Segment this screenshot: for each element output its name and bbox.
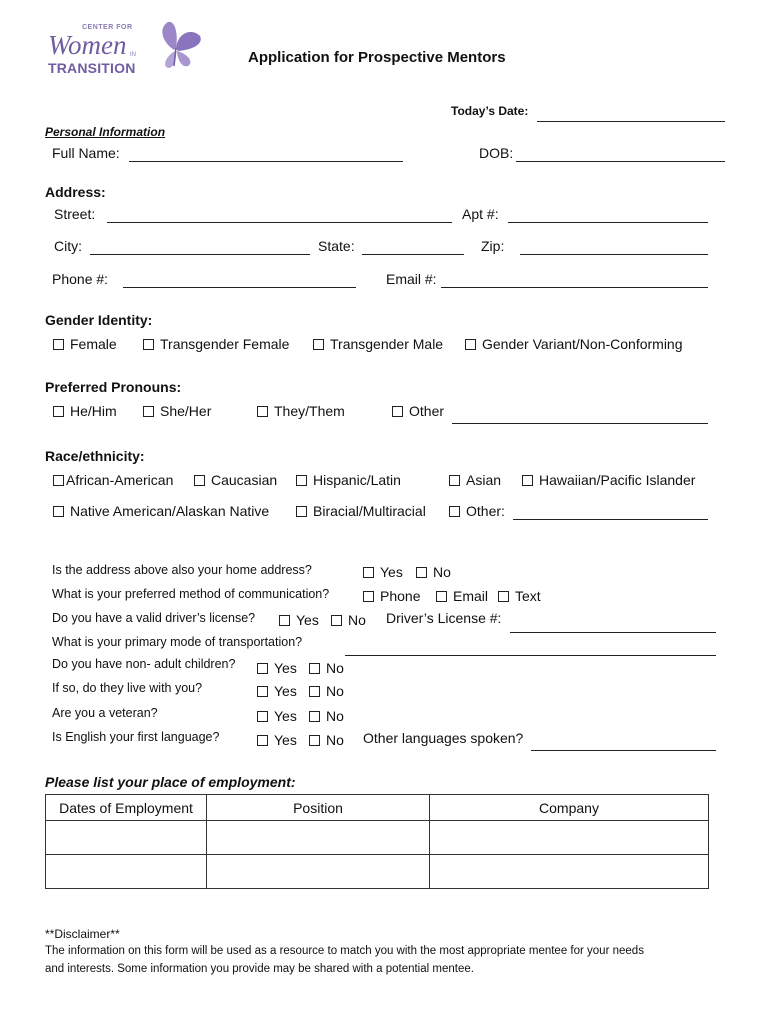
race-option-hispanic[interactable]: Hispanic/Latin [296, 472, 401, 488]
dob-label: DOB: [479, 145, 514, 161]
children-live-no[interactable]: No [309, 683, 344, 699]
zip-field[interactable] [520, 254, 708, 255]
full-name-field[interactable] [129, 161, 403, 162]
race-option-native-american[interactable]: Native American/Alaskan Native [53, 503, 269, 519]
disclaimer-line-1: The information on this form will be used as a resource to match you with the most appropriate mentee for your needs [45, 945, 644, 957]
license-number-label: Driver’s License #: [386, 610, 502, 626]
checkbox[interactable] [436, 591, 447, 602]
license-yes[interactable]: Yes [279, 612, 319, 628]
pronoun-option-other[interactable]: Other [392, 403, 444, 419]
gender-option-transgender-male[interactable]: Transgender Male [313, 336, 443, 352]
logo [44, 20, 204, 80]
pronoun-option-they[interactable]: They/Them [257, 403, 345, 419]
question-english: Is English your first language? [52, 730, 220, 744]
zip-label: Zip: [481, 238, 505, 254]
apt-label: Apt #: [462, 206, 499, 222]
address-heading: Address: [45, 184, 106, 200]
checkbox[interactable] [449, 475, 460, 486]
pronoun-option-he[interactable]: He/Him [53, 403, 117, 419]
question-children: Do you have non- adult children? [52, 657, 236, 671]
checkbox[interactable] [143, 339, 154, 350]
pronoun-other-field[interactable] [452, 423, 708, 424]
home-address-yes[interactable]: Yes [363, 564, 403, 580]
question-veteran: Are you a veteran? [52, 706, 158, 720]
checkbox[interactable] [257, 711, 268, 722]
children-yes[interactable]: Yes [257, 660, 297, 676]
checkbox[interactable] [363, 567, 374, 578]
veteran-yes[interactable]: Yes [257, 708, 297, 724]
checkbox[interactable] [257, 686, 268, 697]
apt-field[interactable] [508, 222, 708, 223]
checkbox[interactable] [296, 475, 307, 486]
full-name-label: Full Name: [52, 145, 120, 161]
column-position: Position [207, 795, 430, 821]
todays-date-label: Today’s Date: [451, 104, 529, 118]
checkbox[interactable] [257, 406, 268, 417]
checkbox[interactable] [194, 475, 205, 486]
email-label: Email #: [386, 271, 437, 287]
personal-info-heading: Personal Information [45, 125, 166, 139]
table-header-row [46, 795, 709, 821]
race-heading: Race/ethnicity: [45, 448, 145, 464]
veteran-no[interactable]: No [309, 708, 344, 724]
checkbox[interactable] [498, 591, 509, 602]
checkbox[interactable] [257, 735, 268, 746]
column-company: Company [430, 795, 709, 821]
children-no[interactable]: No [309, 660, 344, 676]
question-drivers-license: Do you have a valid driver’s license? [52, 611, 256, 625]
checkbox[interactable] [331, 615, 342, 626]
table-cell-dates[interactable] [46, 821, 207, 855]
checkbox[interactable] [392, 406, 403, 417]
contact-phone[interactable]: Phone [363, 588, 420, 604]
table-cell-position[interactable] [207, 855, 430, 889]
checkbox[interactable] [143, 406, 154, 417]
employment-table [45, 794, 709, 889]
question-children-live: If so, do they live with you? [52, 681, 203, 695]
other-languages-label: Other languages spoken? [363, 730, 524, 746]
table-cell-position[interactable] [207, 821, 430, 855]
checkbox[interactable] [53, 339, 64, 350]
logo-text-in: IN [130, 52, 136, 58]
checkbox[interactable] [363, 591, 374, 602]
checkbox[interactable] [309, 711, 320, 722]
state-label: State: [318, 238, 355, 254]
children-live-yes[interactable]: Yes [257, 683, 297, 699]
dob-field[interactable] [516, 161, 725, 162]
checkbox[interactable] [465, 339, 476, 350]
other-languages-field[interactable] [531, 750, 716, 751]
gender-option-variant[interactable]: Gender Variant/Non-Conforming [465, 336, 683, 352]
table-row [46, 821, 709, 855]
table-row [46, 855, 709, 889]
question-home-address: Is the address above also your home address? [52, 563, 312, 577]
city-field[interactable] [90, 254, 310, 255]
table-cell-company[interactable] [430, 821, 709, 855]
disclaimer-title: **Disclaimer** [45, 927, 120, 941]
checkbox[interactable] [53, 406, 64, 417]
gender-option-female[interactable]: Female [53, 336, 117, 352]
logo-text-center-for: CENTER FOR [82, 24, 133, 31]
gender-heading: Gender Identity: [45, 312, 153, 328]
checkbox[interactable] [309, 663, 320, 674]
checkbox[interactable] [309, 686, 320, 697]
race-option-hawaiian[interactable]: Hawaiian/Pacific Islander [522, 472, 695, 488]
column-dates: Dates of Employment [46, 795, 207, 821]
checkbox[interactable] [309, 735, 320, 746]
license-no[interactable]: No [331, 612, 366, 628]
race-other-field[interactable] [513, 519, 708, 520]
table-cell-company[interactable] [430, 855, 709, 889]
race-option-african-american[interactable]: African-American [53, 472, 173, 488]
english-yes[interactable]: Yes [257, 732, 297, 748]
email-field[interactable] [441, 287, 708, 288]
race-option-other[interactable]: Other: [449, 503, 505, 519]
checkbox[interactable] [416, 567, 427, 578]
checkbox[interactable] [53, 475, 64, 486]
transportation-field[interactable] [345, 655, 716, 656]
gender-option-transgender-female[interactable]: Transgender Female [143, 336, 289, 352]
checkbox[interactable] [522, 475, 533, 486]
butterfly-icon [148, 20, 206, 72]
home-address-no[interactable]: No [416, 564, 451, 580]
state-field[interactable] [362, 254, 464, 255]
street-field[interactable] [107, 222, 452, 223]
form-title: Application for Prospective Mentors [248, 49, 506, 66]
checkbox[interactable] [296, 506, 307, 517]
checkbox[interactable] [257, 663, 268, 674]
english-no[interactable]: No [309, 732, 344, 748]
checkbox[interactable] [313, 339, 324, 350]
disclaimer-line-2: and interests. Some information you provide may be shared with a potential mentee. [45, 963, 474, 975]
todays-date-field[interactable] [537, 121, 725, 122]
pronoun-option-she[interactable]: She/Her [143, 403, 211, 419]
license-number-field[interactable] [510, 632, 716, 633]
contact-email[interactable]: Email [436, 588, 488, 604]
race-option-biracial[interactable]: Biracial/Multiracial [296, 503, 426, 519]
question-transportation: What is your primary mode of transportation? [52, 635, 303, 649]
question-contact-method: What is your preferred method of communication? [52, 587, 330, 601]
table-cell-dates[interactable] [46, 855, 207, 889]
checkbox[interactable] [449, 506, 460, 517]
race-option-caucasian[interactable]: Caucasian [194, 472, 277, 488]
pronouns-heading: Preferred Pronouns: [45, 379, 182, 395]
checkbox[interactable] [53, 506, 64, 517]
city-label: City: [54, 238, 82, 254]
logo-text-transition: TRANSITION [48, 60, 136, 76]
phone-label: Phone #: [52, 271, 109, 287]
contact-text[interactable]: Text [498, 588, 541, 604]
logo-text-women: Women [48, 30, 127, 60]
phone-field[interactable] [123, 287, 356, 288]
checkbox[interactable] [279, 615, 290, 626]
street-label: Street: [54, 206, 96, 222]
race-option-asian[interactable]: Asian [449, 472, 501, 488]
employment-heading: Please list your place of employment: [45, 774, 296, 790]
